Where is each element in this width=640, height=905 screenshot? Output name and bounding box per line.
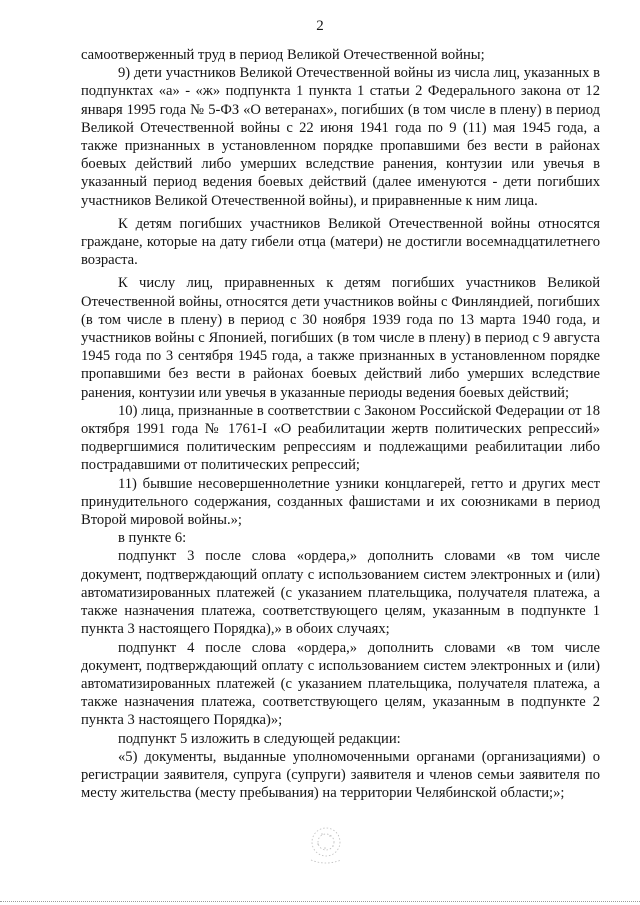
document-body: [81, 46, 600, 802]
paragraph-item-10: 10) лица, признанные в соответствии с Законом Российской Федерации от 18 октября 1991 года № 1761-I «О реабилитации жертв политических репрессий» подвергшимися политическим репрессиям и подлежащими реабилитации либо пострадавшими от политических репрессий;: [81, 402, 600, 474]
paragraph-children-definition: К детям погибших участников Великой Отечественной войны относятся граждане, которые на дату гибели отца (матери) не достигли восемнадцатилетнего возраста.: [81, 215, 600, 269]
paragraph-point-6: в пункте 6:: [118, 530, 187, 547]
paragraph-continuation: самоотверженный труд в период Великой Отечественной войны;: [81, 47, 485, 63]
page-number: 2: [316, 18, 324, 34]
paragraph-subpoint-4: подпункт 4 после слова «ордера,» дополнить словами «в том числе документ, подтверждающий оплату с использованием систем электронных и (или) автоматизированных платежей (с указанием плательщика, получателя платежа, а также назначения платежа, соответствующего целям, указанным в подпункте 2 пункта 3 настоящего Порядка)»;: [81, 639, 600, 729]
paragraph-subpoint-5-text: «5) документы, выданные уполномоченными органами (организациями) о регистрации заявителя, супруга (супруги) заявителя и членов семьи заявителя по месту жительства (месту пребывания) на территории Челябинской области;»;: [81, 748, 600, 802]
paragraph-item-9: 9) дети участников Великой Отечественной войны из числа лиц, указанных в подпунктах «а» - «ж» подпункта 1 пункта 1 статьи 2 Федерального закона от 12 января 1995 года № 5-ФЗ «О ветеранах», погибших (в том числе в плену) в период Великой Отечественной войны с 22 июня 1941 года по 9 (11) мая 1945 года, а также признанных в установленном порядке пропавшими без вести в районах боевых действий либо умерших вследствие ранения, контузии или увечья в указанный период ведения боевых действий (далее именуются - дети погибших участников Великой Отечественной войны), и приравненные к ним лица.: [81, 65, 600, 209]
bottom-edge-line: [0, 901, 640, 902]
paragraph-subpoint-3: подпункт 3 после слова «ордера,» дополнить словами «в том числе документ, подтверждающий оплату с использованием систем электронных и (или) автоматизированных платежей (с указанием плательщика, получателя платежа, а также назначения платежа, соответствующего целям, указанным в подпункте 1 пункта 3 настоящего Порядка),» в обоих случаях;: [81, 548, 600, 638]
faint-stamp-mark-icon: [303, 822, 349, 866]
paragraph-equated-persons: К числу лиц, приравненных к детям погибших участников Великой Отечественной войны, относятся дети участников войны с Финляндией, погибших (в том числе в плену) в период с 30 ноября 1939 года по 13 марта 1940 года, и участников войны с Японией, погибших (в том числе в плену) в период с 9 августа 1945 года по 3 сентября 1945 года, а также признанных в установленном порядке пропавшими без вести в районах боевых действий либо умерших вследствие ранения, контузии или увечья в указанные периоды ведения боевых действий;: [81, 275, 600, 401]
paragraph-item-11: 11) бывшие несовершеннолетние узники концлагерей, гетто и других мест принудительного содержания, созданных фашистами и их союзниками в период Второй мировой войны.»;: [81, 475, 600, 529]
paragraph-subpoint-5-intro: подпункт 5 изложить в следующей редакции:: [118, 730, 401, 747]
